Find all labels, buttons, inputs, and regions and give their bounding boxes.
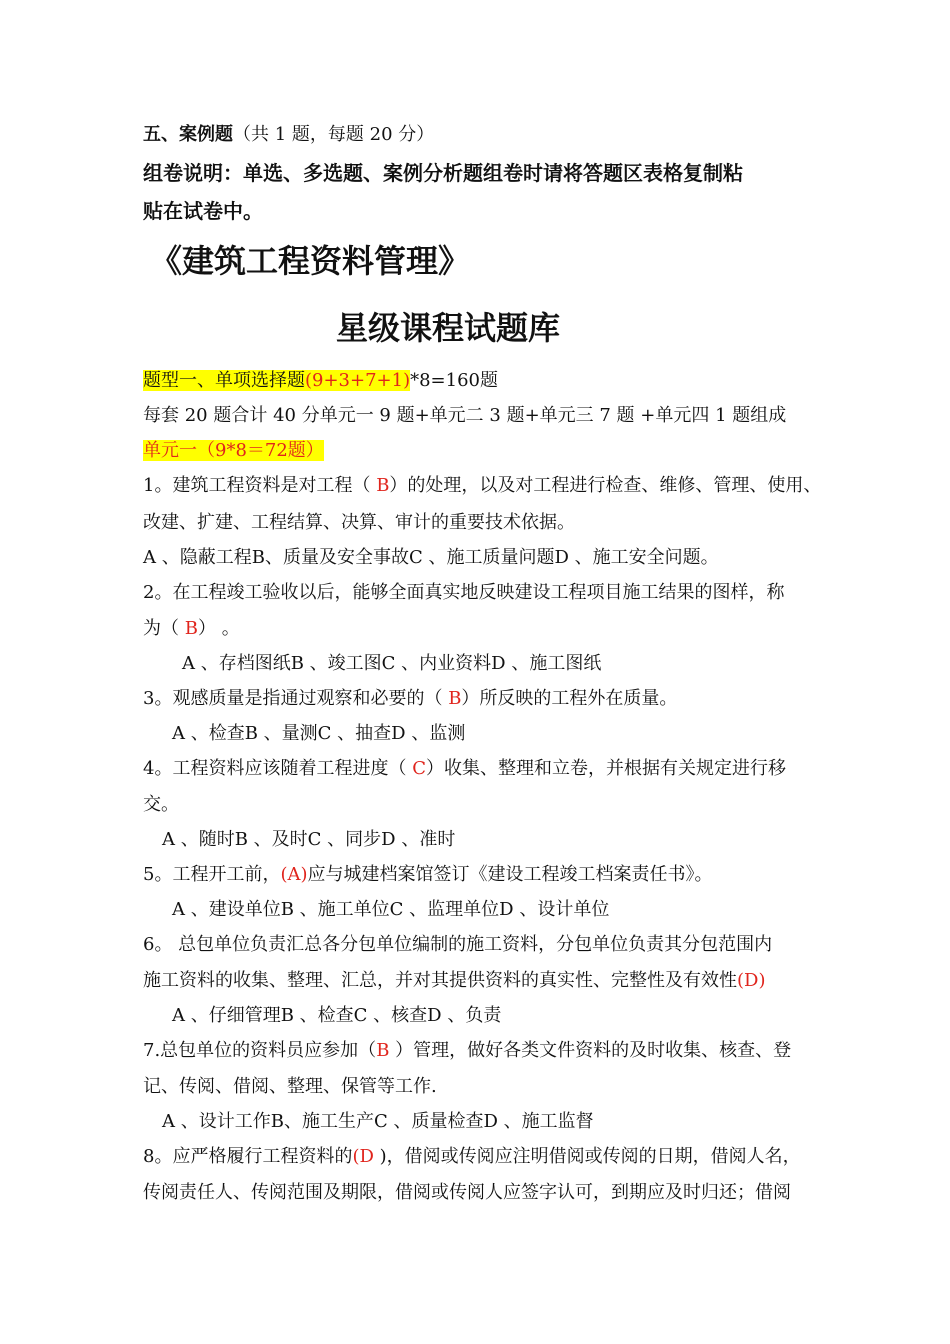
q1-text-cont: ）的处理，以及对工程进行检查、维修、管理、使用、 [389,475,822,496]
q3-text: 3。观感质量是指通过观察和必要的（ [143,688,449,709]
q7-options: A 、设计工作B、施工生产C 、质量检查D 、施工监督 [162,1111,594,1132]
q2-line2 [143,616,240,642]
bank-title: 星级课程试题库 [336,309,561,347]
section-heading [143,122,434,148]
q3-options: A 、检查B 、量测C 、抽查D 、监测 [172,723,466,744]
unit-heading: 单元一（9*8＝72题） [143,440,324,461]
q6-options: A 、仔细管理B 、检查C 、核查D 、负责 [172,1005,502,1026]
q8-line1 [143,1144,801,1170]
assembly-note-line2: 贴在试卷中。 [143,199,263,223]
q6-text: 施工资料的收集、整理、汇总，并对其提供资料的真实性、完整性及有效性 [143,970,737,991]
q2-options: A 、存档图纸B 、竣工图C 、内业资料D 、施工图纸 [182,653,602,674]
q5-text-cont: 应与城建档案馆签订《建设工程竣工档案责任书》。 [307,864,713,885]
q5-text: 5。工程开工前， [143,864,281,885]
q4-line2: 交。 [143,794,179,815]
q8-line2: 传阅责任人、传阅范围及期限，借阅或传阅人应签字认可，到期应及时归还；借阅 [143,1182,791,1203]
q7-text: 7.总包单位的资料员应参加（ [143,1040,377,1061]
question-type-line [143,368,498,394]
q2-text: 为（ [143,618,185,639]
question-type-formula: (9+3+7+1) [305,370,411,391]
q1-answer: B [376,475,390,496]
q3-text-cont: ）所反映的工程外在质量。 [461,688,678,709]
q7-answer: B [376,1040,390,1061]
q4-answer: C [412,758,426,779]
q1-text: 1。建筑工程资料是对工程（ [143,475,377,496]
q3-answer: B [448,688,462,709]
q6-line2 [143,968,765,994]
q7-line1 [143,1038,791,1064]
q5-options: A 、建设单位B 、施工单位C 、监理单位D 、设计单位 [172,899,610,920]
q8-text: 8。应严格履行工程资料的 [143,1146,353,1167]
question-type-total: *8=160题 [410,370,498,391]
q1-line2: 改建、扩建、工程结算、决算、审计的重要技术依据。 [143,512,575,533]
section-title: 五、案例题 [143,124,233,145]
set-composition: 每套 20 题合计 40 分单元一 9 题+单元二 3 题+单元三 7 题 +单元四 1 题组成 [143,405,787,426]
q5-answer: (A) [280,864,308,885]
q2-answer: B [184,618,198,639]
q7-line2: 记、传阅、借阅、整理、保管等工作. [143,1076,437,1097]
question-type-label: 题型一、单项选择题 [143,370,305,391]
q4-line1 [143,756,786,782]
section-scoring: （共 1 题，每题 20 分） [233,124,435,145]
q8-text-cont: )，借阅或传阅应注明借阅或传阅的日期，借阅人名， [373,1146,801,1167]
q7-text-cont: ）管理，做好各类文件资料的及时收集、核查、登 [389,1040,792,1061]
q4-text-cont: ）收集、整理和立卷，并根据有关规定进行移 [425,758,786,779]
assembly-note-line1: 组卷说明：单选、多选题、案例分析题组卷时请将答题区表格复制粘 [143,161,743,185]
q5-line1 [143,862,713,888]
unit-heading-line [143,438,324,464]
q8-answer: (D [352,1146,374,1167]
q1-line1 [143,473,821,499]
q4-text: 4。工程资料应该随着工程进度（ [143,758,413,779]
q6-line1: 6。 总包单位负责汇总各分包单位编制的施工资料，分包单位负责其分包范围内 [143,934,773,955]
q4-options: A 、随时B 、及时C 、同步D 、准时 [162,829,456,850]
q1-options: A 、隐蔽工程B、质量及安全事故C 、施工质量问题D 、施工安全问题。 [143,547,719,568]
course-title: 《建筑工程资料管理》 [150,242,471,280]
q2-text-cont: ） 。 [197,618,240,639]
q3-line1 [143,686,677,712]
q6-answer: (D) [737,970,766,991]
q2-line1: 2。在工程竣工验收以后，能够全面真实地反映建设工程项目施工结果的图样，称 [143,582,785,603]
